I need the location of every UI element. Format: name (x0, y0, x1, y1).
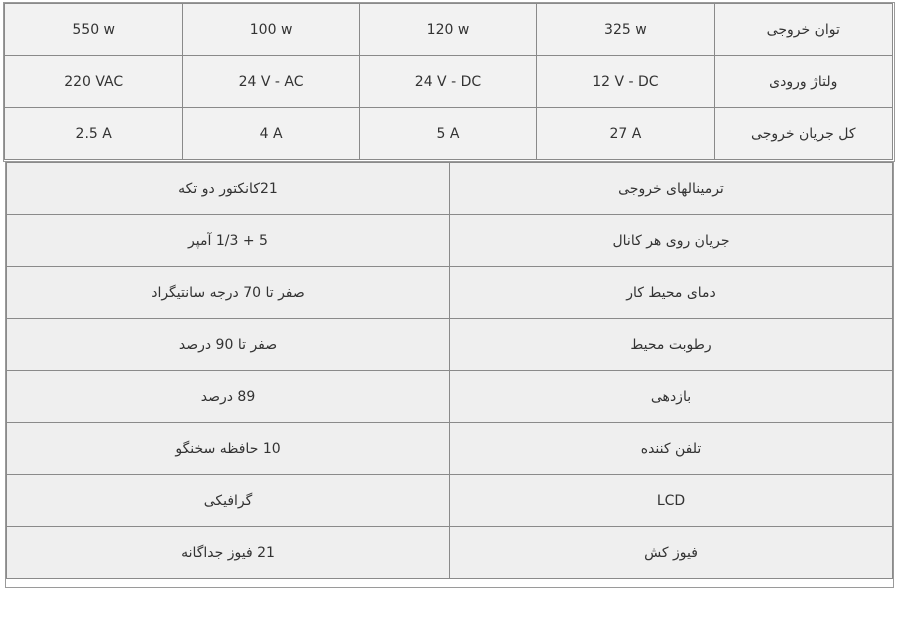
table-row (7, 319, 893, 371)
feature-label: جریان روی هر کانال (450, 215, 893, 267)
table-row (7, 371, 893, 423)
value-cell: 2.5 A (5, 108, 183, 160)
table-row (5, 108, 893, 160)
value-cell: 100 w (183, 4, 359, 56)
feature-label: LCD (450, 475, 893, 527)
table-row (7, 475, 893, 527)
value-cell: 24 V - AC (183, 56, 359, 108)
value-cell: 12 V - DC (537, 56, 714, 108)
feature-label: فیوز کش (450, 527, 893, 579)
value-cell: 220 VAC (5, 56, 183, 108)
table-row (7, 215, 893, 267)
table-row (7, 267, 893, 319)
power-specs-table (4, 3, 893, 160)
feature-label: تلفن کننده (450, 423, 893, 475)
row-label: توان خروجی (714, 4, 892, 56)
feature-label: رطوبت محیط (450, 319, 893, 371)
feature-label: دمای محیط کار (450, 267, 893, 319)
table-row (7, 163, 893, 215)
feature-value: 21 فیوز جداگانه (7, 527, 450, 579)
table-row (5, 56, 893, 108)
feature-value: 5 + 1/3 آمپر (7, 215, 450, 267)
feature-value: گرافیکی (7, 475, 450, 527)
row-label: کل جریان خروجی (714, 108, 892, 160)
feature-value: 10 حافظه سخنگو (7, 423, 450, 475)
table-row (7, 527, 893, 579)
feature-label: ترمینالهای خروجی (450, 163, 893, 215)
value-cell: 27 A (537, 108, 714, 160)
feature-label: بازدهی (450, 371, 893, 423)
value-cell: 325 w (537, 4, 714, 56)
table-row (7, 423, 893, 475)
table-row (5, 4, 893, 56)
feature-value: صفر تا 70 درجه سانتیگراد (7, 267, 450, 319)
value-cell: 120 w (359, 4, 536, 56)
value-cell: 550 w (5, 4, 183, 56)
feature-value: 21کانکتور دو تکه (7, 163, 450, 215)
feature-value: 89 درصد (7, 371, 450, 423)
row-label: ولتاژ ورودی (714, 56, 892, 108)
value-cell: 24 V - DC (359, 56, 536, 108)
feature-value: صفر تا 90 درصد (7, 319, 450, 371)
value-cell: 4 A (183, 108, 359, 160)
value-cell: 5 A (359, 108, 536, 160)
features-table (6, 162, 893, 579)
